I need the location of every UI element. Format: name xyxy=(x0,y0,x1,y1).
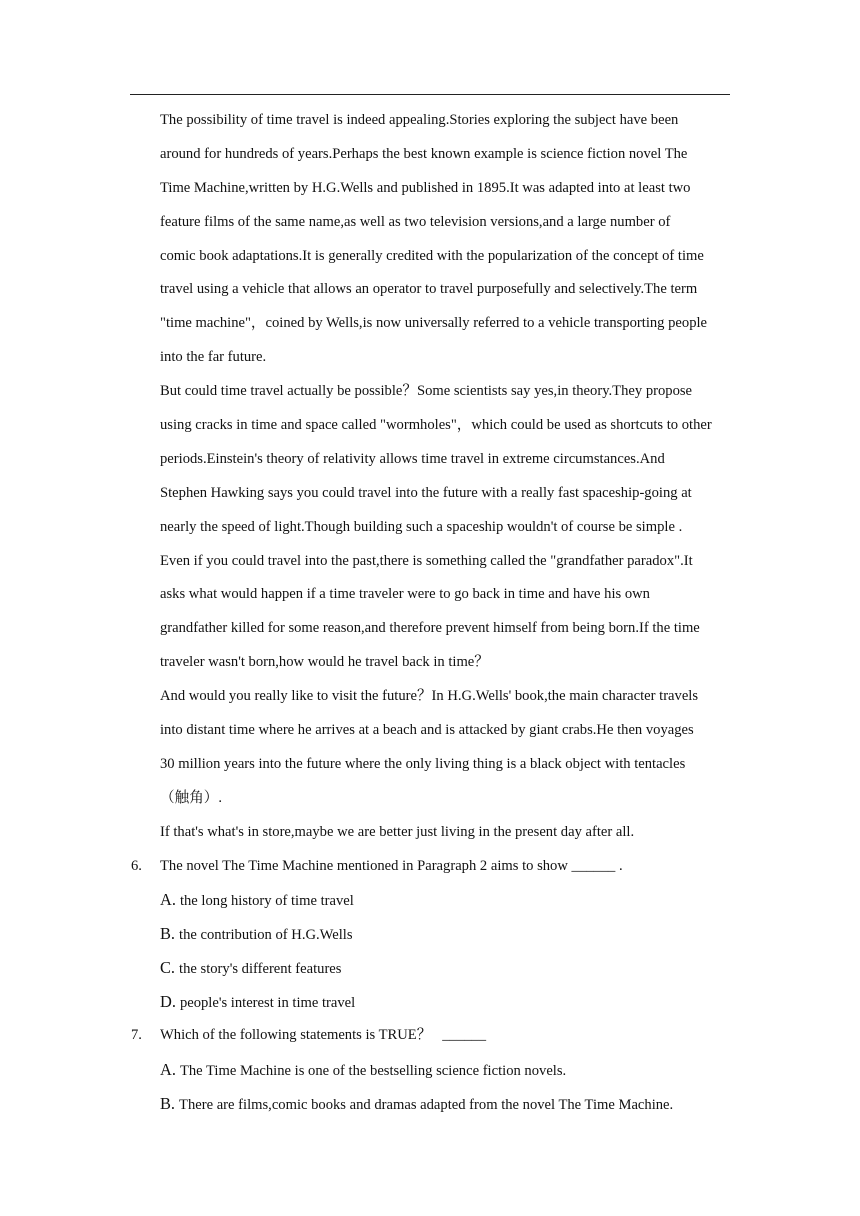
document-body xyxy=(131,104,735,1121)
option-text: people's interest in time travel xyxy=(179,995,356,1012)
passage-line: Stephen Hawking says you could travel into the future with a really fast spaceship-going at xyxy=(160,484,692,501)
question-number: 6. xyxy=(131,857,142,874)
option-text: The Time Machine is one of the bestselling science fiction novels. xyxy=(179,1062,567,1079)
question-text: The novel The Time Machine mentioned in Paragraph 2 aims to show ______ . xyxy=(160,857,623,874)
passage-line: using cracks in time and space called "wormholes"，which could be used as shortcuts to other xyxy=(160,417,712,434)
passage-line: feature films of the same name,as well as two television versions,and a large number of xyxy=(160,213,671,230)
passage-line: （触角）. xyxy=(160,789,223,806)
passage-line: Even if you could travel into the past,there is something called the "grandfather paradox".It xyxy=(160,552,693,569)
passage-line: around for hundreds of years.Perhaps the best known example is science fiction novel The xyxy=(160,145,688,162)
option-text: the contribution of H.G.Wells xyxy=(179,927,353,944)
answer-option-a[interactable] xyxy=(160,883,735,917)
passage-line: 30 million years into the future where the only living thing is a black object with tentacles xyxy=(160,755,686,772)
option-text: the long history of time travel xyxy=(179,893,354,910)
question-text: Which of the following statements is TRUE？ ______ xyxy=(160,1027,487,1044)
passage-line: grandfather killed for some reason,and therefore prevent himself from being born.If the time xyxy=(160,620,700,637)
passage-line: into the far future. xyxy=(160,349,267,366)
passage-line: into distant time where he arrives at a beach and is attacked by giant crabs.He then voyages xyxy=(160,722,694,739)
passage-line: nearly the speed of light.Though building such a spaceship wouldn't of course be simple . xyxy=(160,518,683,535)
question-stem xyxy=(131,1019,735,1053)
question-6 xyxy=(131,850,735,1019)
option-letter: A. xyxy=(160,1059,176,1079)
passage-line: asks what would happen if a time traveler were to go back in time and have his own xyxy=(160,586,650,603)
header-rule xyxy=(130,94,730,95)
answer-option-c[interactable] xyxy=(160,951,735,985)
answer-option-b[interactable] xyxy=(160,917,735,951)
option-letter: B. xyxy=(160,924,176,944)
option-letter: D. xyxy=(160,992,176,1012)
option-text: the story's different features xyxy=(179,961,342,978)
passage-line: If that's what's in store,maybe we are better just living in the present day after all. xyxy=(160,823,635,840)
option-letter: A. xyxy=(160,890,176,910)
question-number: 7. xyxy=(131,1027,142,1044)
passage-line: comic book adaptations.It is generally credited with the popularization of the concept of time xyxy=(160,247,704,264)
answer-option-a[interactable] xyxy=(160,1053,735,1087)
option-letter: C. xyxy=(160,958,176,978)
passage-line: "time machine"，coined by Wells,is now universally referred to a vehicle transporting people xyxy=(160,315,708,332)
option-letter: B. xyxy=(160,1093,176,1113)
question-7 xyxy=(131,1019,735,1121)
passage-line: The possibility of time travel is indeed appealing.Stories exploring the subject have been xyxy=(160,112,679,128)
passage-line: Time Machine,written by H.G.Wells and published in 1895.It was adapted into at least two xyxy=(160,179,691,196)
option-text: There are films,comic books and dramas adapted from the novel The Time Machine. xyxy=(179,1096,674,1113)
reading-passage xyxy=(160,104,735,850)
passage-line: And would you really like to visit the future？In H.G.Wells' book,the main character travels xyxy=(160,688,699,705)
passage-line: periods.Einstein's theory of relativity allows time travel in extreme circumstances.And xyxy=(160,450,665,467)
answer-option-b[interactable] xyxy=(160,1087,735,1121)
answer-option-d[interactable] xyxy=(160,985,735,1019)
passage-line: travel using a vehicle that allows an operator to travel purposefully and selectively.The term xyxy=(160,281,698,298)
question-stem xyxy=(131,850,735,884)
passage-line: traveler wasn't born,how would he travel back in time？ xyxy=(160,654,489,671)
passage-line: But could time travel actually be possible？Some scientists say yes,in theory.They propose xyxy=(160,383,693,400)
